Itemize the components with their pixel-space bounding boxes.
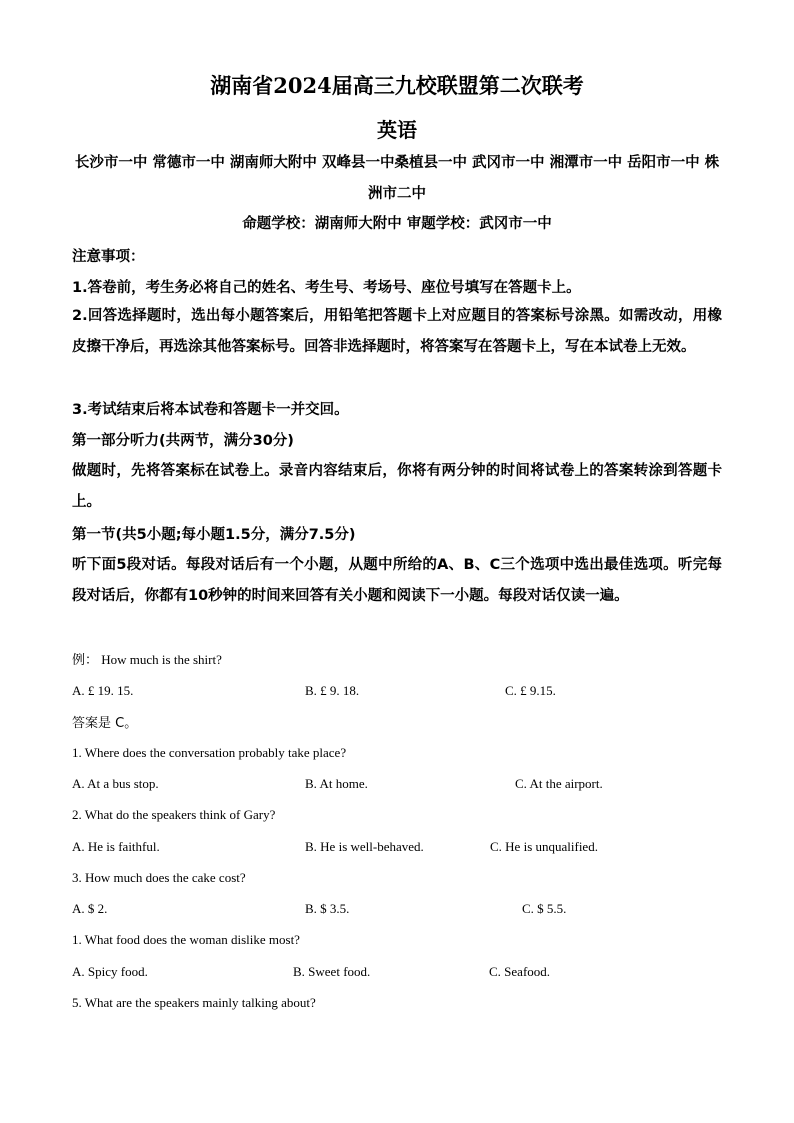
question-2-option-b: B. He is well-behaved.: [305, 839, 424, 854]
school-list: 长沙市一中 常德市一中 湖南师大附中 双峰县一中桑植县一中 武冈市一中 湘潭市一中 岳阳市一中 株洲市二中: [74, 155, 720, 202]
setter-reviewer-line: 命题学校：湖南师大附中 审题学校：武冈市一中: [242, 216, 552, 232]
question-3-option-b: B. $ 3.5.: [305, 901, 350, 916]
question-3-stem: 3. How much does the cake cost?: [72, 870, 246, 885]
note-item-3: 3.考试结束后将本试卷和答题卡一并交回。: [72, 402, 349, 418]
question-4-option-c: C. Seafood.: [489, 964, 551, 979]
note-item-2: 2.回答选择题时，选出每小题答案后，用铅笔把答题卡上对应题目的答案标号涂黑。如需改动，用橡皮擦干净后，再选涂其他答案标号。回答非选择题时，将答案写在答题卡上，写在本试卷上无效。: [72, 308, 722, 355]
exam-title: 湖南省2024届高三九校联盟第二次联考: [210, 73, 584, 98]
example-option-c: C. £ 9.15.: [505, 683, 556, 698]
question-4-stem: 1. What food does the woman dislike most?: [72, 932, 300, 947]
part1-instructions: 做题时，先将答案标在试卷上。录音内容结束后，你将有两分钟的时间将试卷上的答案转涂到答题卡上。: [72, 463, 722, 510]
question-3-option-c: C. $ 5.5.: [522, 901, 567, 916]
example-question: 例： How much is the shirt?: [72, 652, 222, 667]
question-3-option-a: A. $ 2.: [72, 901, 108, 916]
notes-heading: 注意事项：: [72, 249, 145, 265]
example-answer: 答案是 C。: [72, 716, 138, 731]
example-option-a: A. £ 19. 15.: [72, 683, 134, 698]
question-1-option-b: B. At home.: [305, 776, 368, 791]
question-2-option-a: A. He is faithful.: [72, 839, 160, 854]
question-4-option-b: B. Sweet food.: [293, 964, 371, 979]
subject-heading: 英语: [377, 118, 417, 142]
example-option-b: B. £ 9. 18.: [305, 683, 360, 698]
question-2-stem: 2. What do the speakers think of Gary?: [72, 807, 276, 822]
question-5-stem: 5. What are the speakers mainly talking about?: [72, 995, 316, 1010]
question-1-option-c: C. At the airport.: [515, 776, 603, 791]
note-item-1: 1.答卷前，考生务必将自己的姓名、考生号、考场号、座位号填写在答题卡上。: [72, 280, 581, 296]
question-4-option-a: A. Spicy food.: [72, 964, 148, 979]
question-1-option-a: A. At a bus stop.: [72, 776, 159, 791]
part1-heading: 第一部分听力(共两节，满分30分): [72, 433, 294, 449]
section1-instructions: 听下面5段对话。每段对话后有一个小题，从题中所给的A、B、C三个选项中选出最佳选项。听完每段对话后，你都有10秒钟的时间来回答有关小题和阅读下一小题。每段对话仅读一遍。: [72, 557, 722, 604]
section1-heading: 第一节(共5小题;每小题1.5分，满分7.5分): [72, 527, 356, 543]
question-1-stem: 1. Where does the conversation probably take place?: [72, 745, 347, 760]
question-2-option-c: C. He is unqualified.: [490, 839, 598, 854]
